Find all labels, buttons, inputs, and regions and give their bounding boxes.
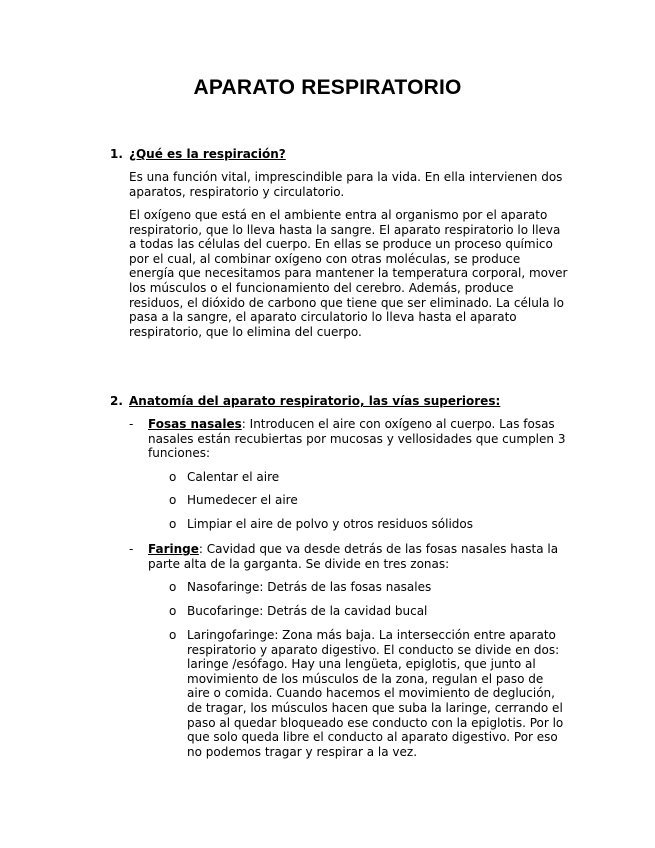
- list-item-faringe: [148, 542, 568, 571]
- circle-bullet: o: [169, 628, 177, 642]
- section-2-title: Anatomía del aparato respiratorio, las vías superiores:: [129, 394, 501, 408]
- circle-bullet: o: [169, 470, 177, 484]
- circle-bullet: o: [169, 604, 177, 618]
- section-1-paragraph-1: Es una función vital, imprescindible para la vida. En ella intervienen dos aparatos, respiratorio y circulatorio.: [129, 170, 563, 199]
- term-faringe: Faringe: [148, 542, 199, 556]
- circle-bullet: o: [169, 493, 177, 507]
- subitem-calentar: Calentar el aire: [187, 470, 280, 484]
- dash-bullet: -: [129, 542, 134, 556]
- section-1-paragraph-2: El oxígeno que está en el ambiente entra al organismo por el aparato respiratorio, que lo lleva hasta la sangre. El aparato respiratorio lo lleva a todas las células del cuerpo. En ellas se produce un proceso químico por el cual, al combinar oxígeno con otras moléculas, se produce energía que necesitamos para mantener la temperatura corporal, mover los músculos o el funcionamiento del cerebro. Además, produce residuos, el dióxido de carbono que tiene que ser eliminado. La célula lo pasa a la sangre, el aparato circulatorio lo lleva hasta el aparato respiratorio, que lo elimina del cuerpo.: [129, 208, 568, 339]
- subitem-bucofaringe: Bucofaringe: Detrás de la cavidad bucal: [187, 604, 428, 618]
- section-1-number: 1.: [110, 147, 123, 161]
- circle-bullet: o: [169, 517, 177, 531]
- subitem-nasofaringe: Nasofaringe: Detrás de las fosas nasales: [187, 580, 432, 594]
- section-2-number: 2.: [110, 394, 123, 408]
- list-item-fosas-nasales: [148, 417, 568, 461]
- subitem-humedecer: Humedecer el aire: [187, 493, 298, 507]
- circle-bullet: o: [169, 580, 177, 594]
- dash-bullet: -: [129, 417, 134, 431]
- subitem-laringofaringe: Laringofaringe: Zona más baja. La intersección entre aparato respiratorio y aparato digestivo. El conducto se divide en dos: laringe /esófago. Hay una lengüeta, epiglotis, que junto al movimiento de los músculos de la zona, regulan el paso de aire o comida. Cuando hacemos el movimiento de deglución, de tragar, los músculos hacen que suba la laringe, cerrando el paso al quedar bloqueado ese conducto con la epiglotis. Por lo que solo queda libre el conducto al aparato digestivo. Por eso no podemos tragar y respirar a la vez.: [187, 628, 564, 759]
- description-fosas-nasales: : Introducen el aire con oxígeno al cuerpo. Las fosas nasales están recubiertas por mucosas y vellosidades que cumplen 3 funciones:: [148, 417, 566, 461]
- section-1-title: ¿Qué es la respiración?: [129, 147, 286, 161]
- document-title: APARATO RESPIRATORIO: [193, 76, 462, 99]
- subitem-limpiar: Limpiar el aire de polvo y otros residuos sólidos: [187, 517, 473, 531]
- section-2-heading: [110, 394, 500, 409]
- description-faringe: : Cavidad que va desde detrás de las fosas nasales hasta la parte alta de la garganta. Se divide en tres zonas:: [148, 542, 559, 571]
- section-1-heading: [110, 147, 286, 162]
- term-fosas-nasales: Fosas nasales: [148, 417, 242, 431]
